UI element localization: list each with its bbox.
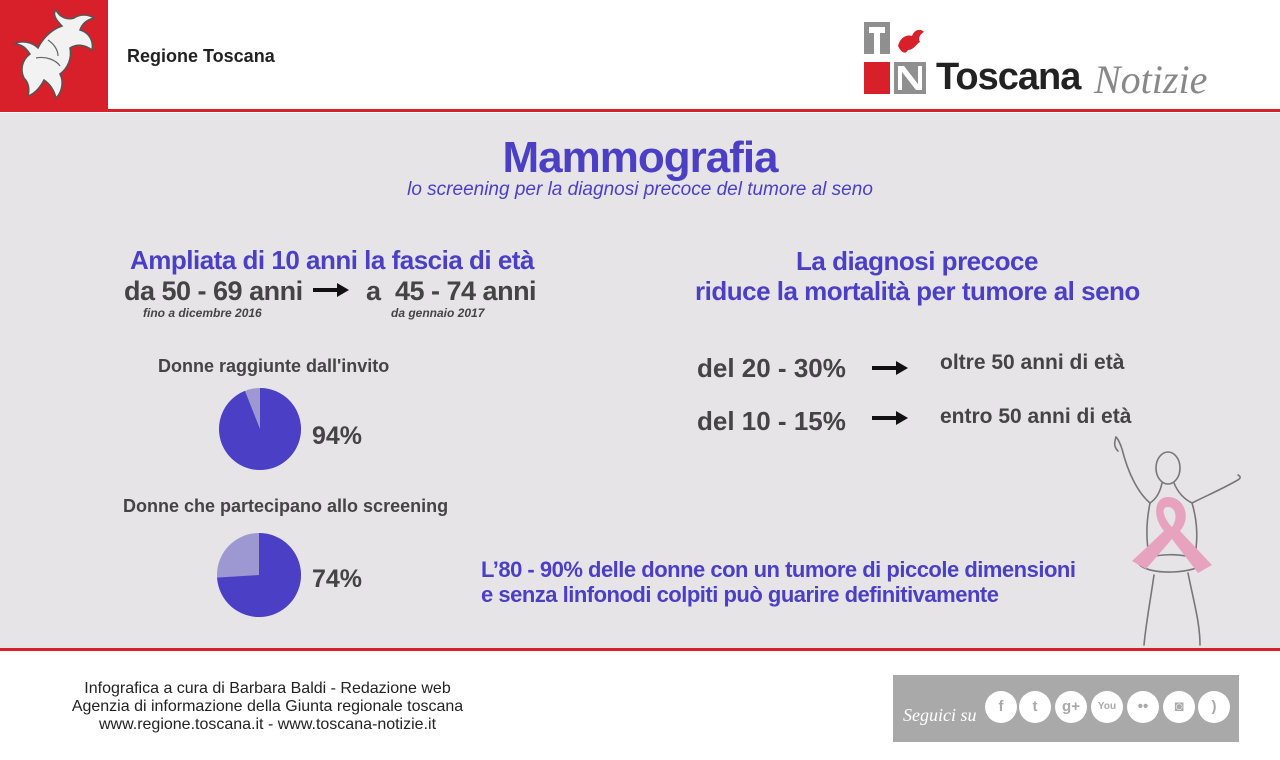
regione-toscana-logo[interactable]: [0, 0, 108, 110]
instagram-icon[interactable]: ◙: [1163, 691, 1195, 723]
arrow-right-icon: [872, 361, 908, 375]
arrow-right-icon: [872, 411, 908, 425]
twitter-icon[interactable]: t: [1019, 691, 1051, 723]
diagnosis-desc-1: oltre 50 anni di età: [940, 351, 1125, 374]
pie-chart-screening: [216, 532, 302, 618]
woman-ribbon-illustration: [1088, 433, 1248, 648]
brand-bold: Toscana: [936, 56, 1081, 98]
diagnosis-range-1: del 20 - 30%: [697, 353, 846, 383]
stat-label-screening: Donne che partecipano allo screening: [123, 496, 449, 516]
flickr-icon[interactable]: ••: [1127, 691, 1159, 723]
age-to: 45 - 74 anni: [395, 276, 537, 306]
infographic-panel: [0, 113, 1280, 648]
header: [0, 0, 1280, 110]
youtube-icon[interactable]: You: [1091, 691, 1123, 723]
credits-line-1: Infografica a cura di Barbara Baldi - Redazione web: [84, 680, 451, 697]
arrow-right-icon: [313, 283, 349, 297]
org-name: Regione Toscana: [127, 46, 275, 66]
header-divider: [0, 109, 1280, 112]
social-bar: [893, 675, 1239, 742]
diagnosis-heading-2: riduce la mortalità per tumore al seno: [695, 276, 1140, 306]
googleplus-icon[interactable]: g+: [1055, 691, 1087, 723]
cure-line-2: e senza linfonodi colpiti può guarire definitivamente: [481, 582, 999, 607]
age-from-note: fino a dicembre 2016: [143, 306, 262, 320]
pie-chart-invite: [218, 387, 302, 471]
page-subtitle: lo screening per la diagnosi precoce del tumore al seno: [407, 179, 873, 200]
age-to-prefix: a: [366, 276, 382, 306]
credits-line-2: Agenzia di informazione della Giunta regionale toscana: [71, 698, 464, 715]
diagnosis-desc-2: entro 50 anni di età: [940, 405, 1132, 428]
pie-slice-main: [219, 388, 301, 470]
pegasus-icon: [0, 0, 108, 110]
stat-value-invite: 94%: [312, 422, 363, 450]
social-label: Seguici su: [903, 705, 977, 725]
footer-divider: [0, 648, 1280, 651]
stat-label-invite: Donne raggiunte dall'invito: [158, 356, 390, 376]
brand-italic: Notizie: [1094, 57, 1208, 102]
tn-logo-icon: [864, 22, 928, 94]
page-title: Mammografia: [502, 133, 778, 182]
diagnosis-heading-1: La diagnosi precoce: [796, 246, 1038, 276]
cure-line-1: L’80 - 90% delle donne con un tumore di piccole dimensioni: [481, 557, 1076, 582]
age-to-note: da gennaio 2017: [391, 306, 485, 320]
age-from: da 50 - 69 anni: [124, 276, 303, 306]
credits: [0, 680, 535, 734]
credits-line-3[interactable]: www.regione.toscana.it - www.toscana-notizie.it: [98, 716, 437, 733]
age-heading: Ampliata di 10 anni la fascia di età: [130, 245, 534, 275]
toscana-notizie-logo[interactable]: [864, 22, 928, 94]
diagnosis-range-2: del 10 - 15%: [697, 406, 846, 436]
rss-icon[interactable]: ): [1198, 691, 1230, 723]
facebook-icon[interactable]: f: [985, 691, 1017, 723]
stat-value-screening: 74%: [312, 565, 363, 593]
